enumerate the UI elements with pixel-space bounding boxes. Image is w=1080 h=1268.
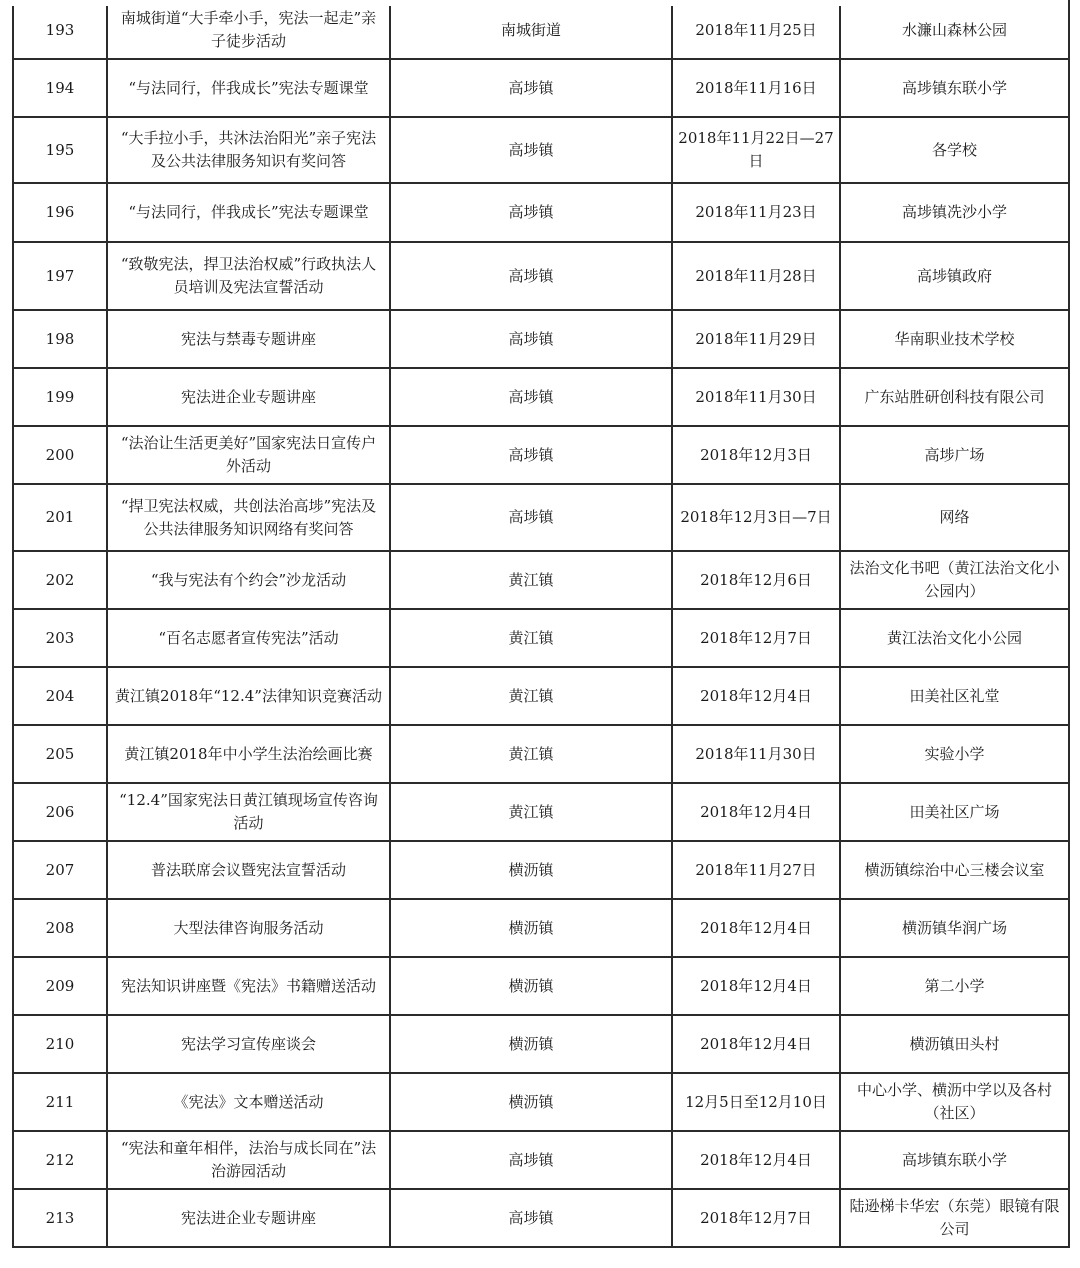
table-row [13, 59, 1069, 117]
activity-date: 2018年12月4日 [672, 667, 840, 725]
row-number: 199 [13, 368, 107, 426]
activity-location: 陆逊梯卡华宏（东莞）眼镜有限公司 [840, 1189, 1069, 1247]
organizing-unit: 高埗镇 [390, 426, 672, 484]
activity-date: 2018年11月29日 [672, 310, 840, 368]
organizing-unit: 高埗镇 [390, 242, 672, 310]
cropped-top-edge [12, 0, 1068, 6]
row-number: 210 [13, 1015, 107, 1073]
activity-name: 南城街道“大手牵小手，宪法一起走”亲子徒步活动 [107, 1, 390, 59]
activity-location: 高埗镇东联小学 [840, 59, 1069, 117]
table-row [13, 1131, 1069, 1189]
activity-date: 2018年12月4日 [672, 957, 840, 1015]
organizing-unit: 高埗镇 [390, 1189, 672, 1247]
activity-date: 2018年11月30日 [672, 368, 840, 426]
organizing-unit: 南城街道 [390, 1, 672, 59]
activity-date: 12月5日至12月10日 [672, 1073, 840, 1131]
organizing-unit: 高埗镇 [390, 1131, 672, 1189]
table-row [13, 667, 1069, 725]
activity-date: 2018年11月16日 [672, 59, 840, 117]
activity-date: 2018年11月25日 [672, 1, 840, 59]
activity-date: 2018年11月23日 [672, 183, 840, 242]
row-number: 206 [13, 783, 107, 841]
activity-name: “捍卫宪法权威，共创法治高埗”宪法及公共法律服务知识网络有奖问答 [107, 484, 390, 551]
activity-location: 华南职业技术学校 [840, 310, 1069, 368]
activity-location: 网络 [840, 484, 1069, 551]
organizing-unit: 黄江镇 [390, 609, 672, 667]
activity-location: 田美社区广场 [840, 783, 1069, 841]
organizing-unit: 高埗镇 [390, 117, 672, 183]
activity-location: 横沥镇华润广场 [840, 899, 1069, 957]
table-row [13, 957, 1069, 1015]
table-row [13, 426, 1069, 484]
table-row [13, 1073, 1069, 1131]
activity-location: 高埗镇政府 [840, 242, 1069, 310]
activity-name: 宪法进企业专题讲座 [107, 368, 390, 426]
row-number: 193 [13, 1, 107, 59]
table-row [13, 310, 1069, 368]
activity-location: 广东站胜研创科技有限公司 [840, 368, 1069, 426]
row-number: 211 [13, 1073, 107, 1131]
organizing-unit: 横沥镇 [390, 841, 672, 899]
row-number: 202 [13, 551, 107, 609]
table-row [13, 484, 1069, 551]
table-row [13, 841, 1069, 899]
activity-location: 实验小学 [840, 725, 1069, 783]
activity-name: “致敬宪法，捍卫法治权威”行政执法人员培训及宪法宣誓活动 [107, 242, 390, 310]
activity-name: 宪法知识讲座暨《宪法》书籍赠送活动 [107, 957, 390, 1015]
activity-name: “法治让生活更美好”国家宪法日宣传户外活动 [107, 426, 390, 484]
row-number: 198 [13, 310, 107, 368]
table-row [13, 117, 1069, 183]
activity-date: 2018年12月4日 [672, 783, 840, 841]
table-row [13, 609, 1069, 667]
activity-date: 2018年12月4日 [672, 899, 840, 957]
activity-location: 田美社区礼堂 [840, 667, 1069, 725]
table-row [13, 1, 1069, 59]
row-number: 195 [13, 117, 107, 183]
organizing-unit: 横沥镇 [390, 1073, 672, 1131]
table-row [13, 551, 1069, 609]
activity-name: “12.4”国家宪法日黄江镇现场宣传咨询活动 [107, 783, 390, 841]
activity-table [12, 0, 1070, 1248]
activity-date: 2018年12月4日 [672, 1015, 840, 1073]
activity-name: 黄江镇2018年“12.4”法律知识竞赛活动 [107, 667, 390, 725]
activity-location: 高埗广场 [840, 426, 1069, 484]
row-number: 212 [13, 1131, 107, 1189]
activity-location: 横沥镇田头村 [840, 1015, 1069, 1073]
row-number: 204 [13, 667, 107, 725]
activity-name: “百名志愿者宣传宪法”活动 [107, 609, 390, 667]
activity-location: 横沥镇综治中心三楼会议室 [840, 841, 1069, 899]
table-row [13, 1189, 1069, 1247]
activity-location: 黄江法治文化小公园 [840, 609, 1069, 667]
activity-location: 高埗镇东联小学 [840, 1131, 1069, 1189]
activity-name: 宪法进企业专题讲座 [107, 1189, 390, 1247]
activity-location: 中心小学、横沥中学以及各村（社区） [840, 1073, 1069, 1131]
table-row [13, 899, 1069, 957]
activity-location: 各学校 [840, 117, 1069, 183]
activity-date: 2018年12月3日 [672, 426, 840, 484]
table-row [13, 1015, 1069, 1073]
row-number: 197 [13, 242, 107, 310]
activity-date: 2018年12月4日 [672, 1131, 840, 1189]
row-number: 201 [13, 484, 107, 551]
row-number: 213 [13, 1189, 107, 1247]
row-number: 196 [13, 183, 107, 242]
activity-location: 法治文化书吧（黄江法治文化小公园内） [840, 551, 1069, 609]
organizing-unit: 横沥镇 [390, 957, 672, 1015]
table-container [12, 0, 1068, 1248]
organizing-unit: 黄江镇 [390, 667, 672, 725]
row-number: 208 [13, 899, 107, 957]
activity-name: “大手拉小手，共沐法治阳光”亲子宪法及公共法律服务知识有奖问答 [107, 117, 390, 183]
activity-date: 2018年12月3日—7日 [672, 484, 840, 551]
activity-date: 2018年11月27日 [672, 841, 840, 899]
organizing-unit: 高埗镇 [390, 59, 672, 117]
activity-location: 第二小学 [840, 957, 1069, 1015]
activity-location: 高埗镇冼沙小学 [840, 183, 1069, 242]
organizing-unit: 黄江镇 [390, 725, 672, 783]
activity-name: 《宪法》文本赠送活动 [107, 1073, 390, 1131]
row-number: 194 [13, 59, 107, 117]
row-number: 200 [13, 426, 107, 484]
activity-name: “与法同行，伴我成长”宪法专题课堂 [107, 59, 390, 117]
activity-name: 宪法与禁毒专题讲座 [107, 310, 390, 368]
table-body [13, 1, 1069, 1247]
activity-name: 宪法学习宣传座谈会 [107, 1015, 390, 1073]
table-row [13, 242, 1069, 310]
activity-name: “与法同行，伴我成长”宪法专题课堂 [107, 183, 390, 242]
organizing-unit: 高埗镇 [390, 310, 672, 368]
activity-date: 2018年12月6日 [672, 551, 840, 609]
activity-date: 2018年12月7日 [672, 1189, 840, 1247]
row-number: 203 [13, 609, 107, 667]
activity-name: “宪法和童年相伴，法治与成长同在”法治游园活动 [107, 1131, 390, 1189]
activity-name: 黄江镇2018年中小学生法治绘画比赛 [107, 725, 390, 783]
activity-date: 2018年11月28日 [672, 242, 840, 310]
activity-date: 2018年12月7日 [672, 609, 840, 667]
organizing-unit: 高埗镇 [390, 183, 672, 242]
organizing-unit: 黄江镇 [390, 783, 672, 841]
table-row [13, 783, 1069, 841]
organizing-unit: 横沥镇 [390, 1015, 672, 1073]
organizing-unit: 高埗镇 [390, 484, 672, 551]
activity-date: 2018年11月22日—27日 [672, 117, 840, 183]
table-row [13, 183, 1069, 242]
activity-name: “我与宪法有个约会”沙龙活动 [107, 551, 390, 609]
activity-date: 2018年11月30日 [672, 725, 840, 783]
organizing-unit: 横沥镇 [390, 899, 672, 957]
row-number: 209 [13, 957, 107, 1015]
table-row [13, 725, 1069, 783]
activity-name: 普法联席会议暨宪法宣誓活动 [107, 841, 390, 899]
row-number: 207 [13, 841, 107, 899]
organizing-unit: 高埗镇 [390, 368, 672, 426]
organizing-unit: 黄江镇 [390, 551, 672, 609]
activity-name: 大型法律咨询服务活动 [107, 899, 390, 957]
row-number: 205 [13, 725, 107, 783]
activity-location: 水濂山森林公园 [840, 1, 1069, 59]
table-row [13, 368, 1069, 426]
